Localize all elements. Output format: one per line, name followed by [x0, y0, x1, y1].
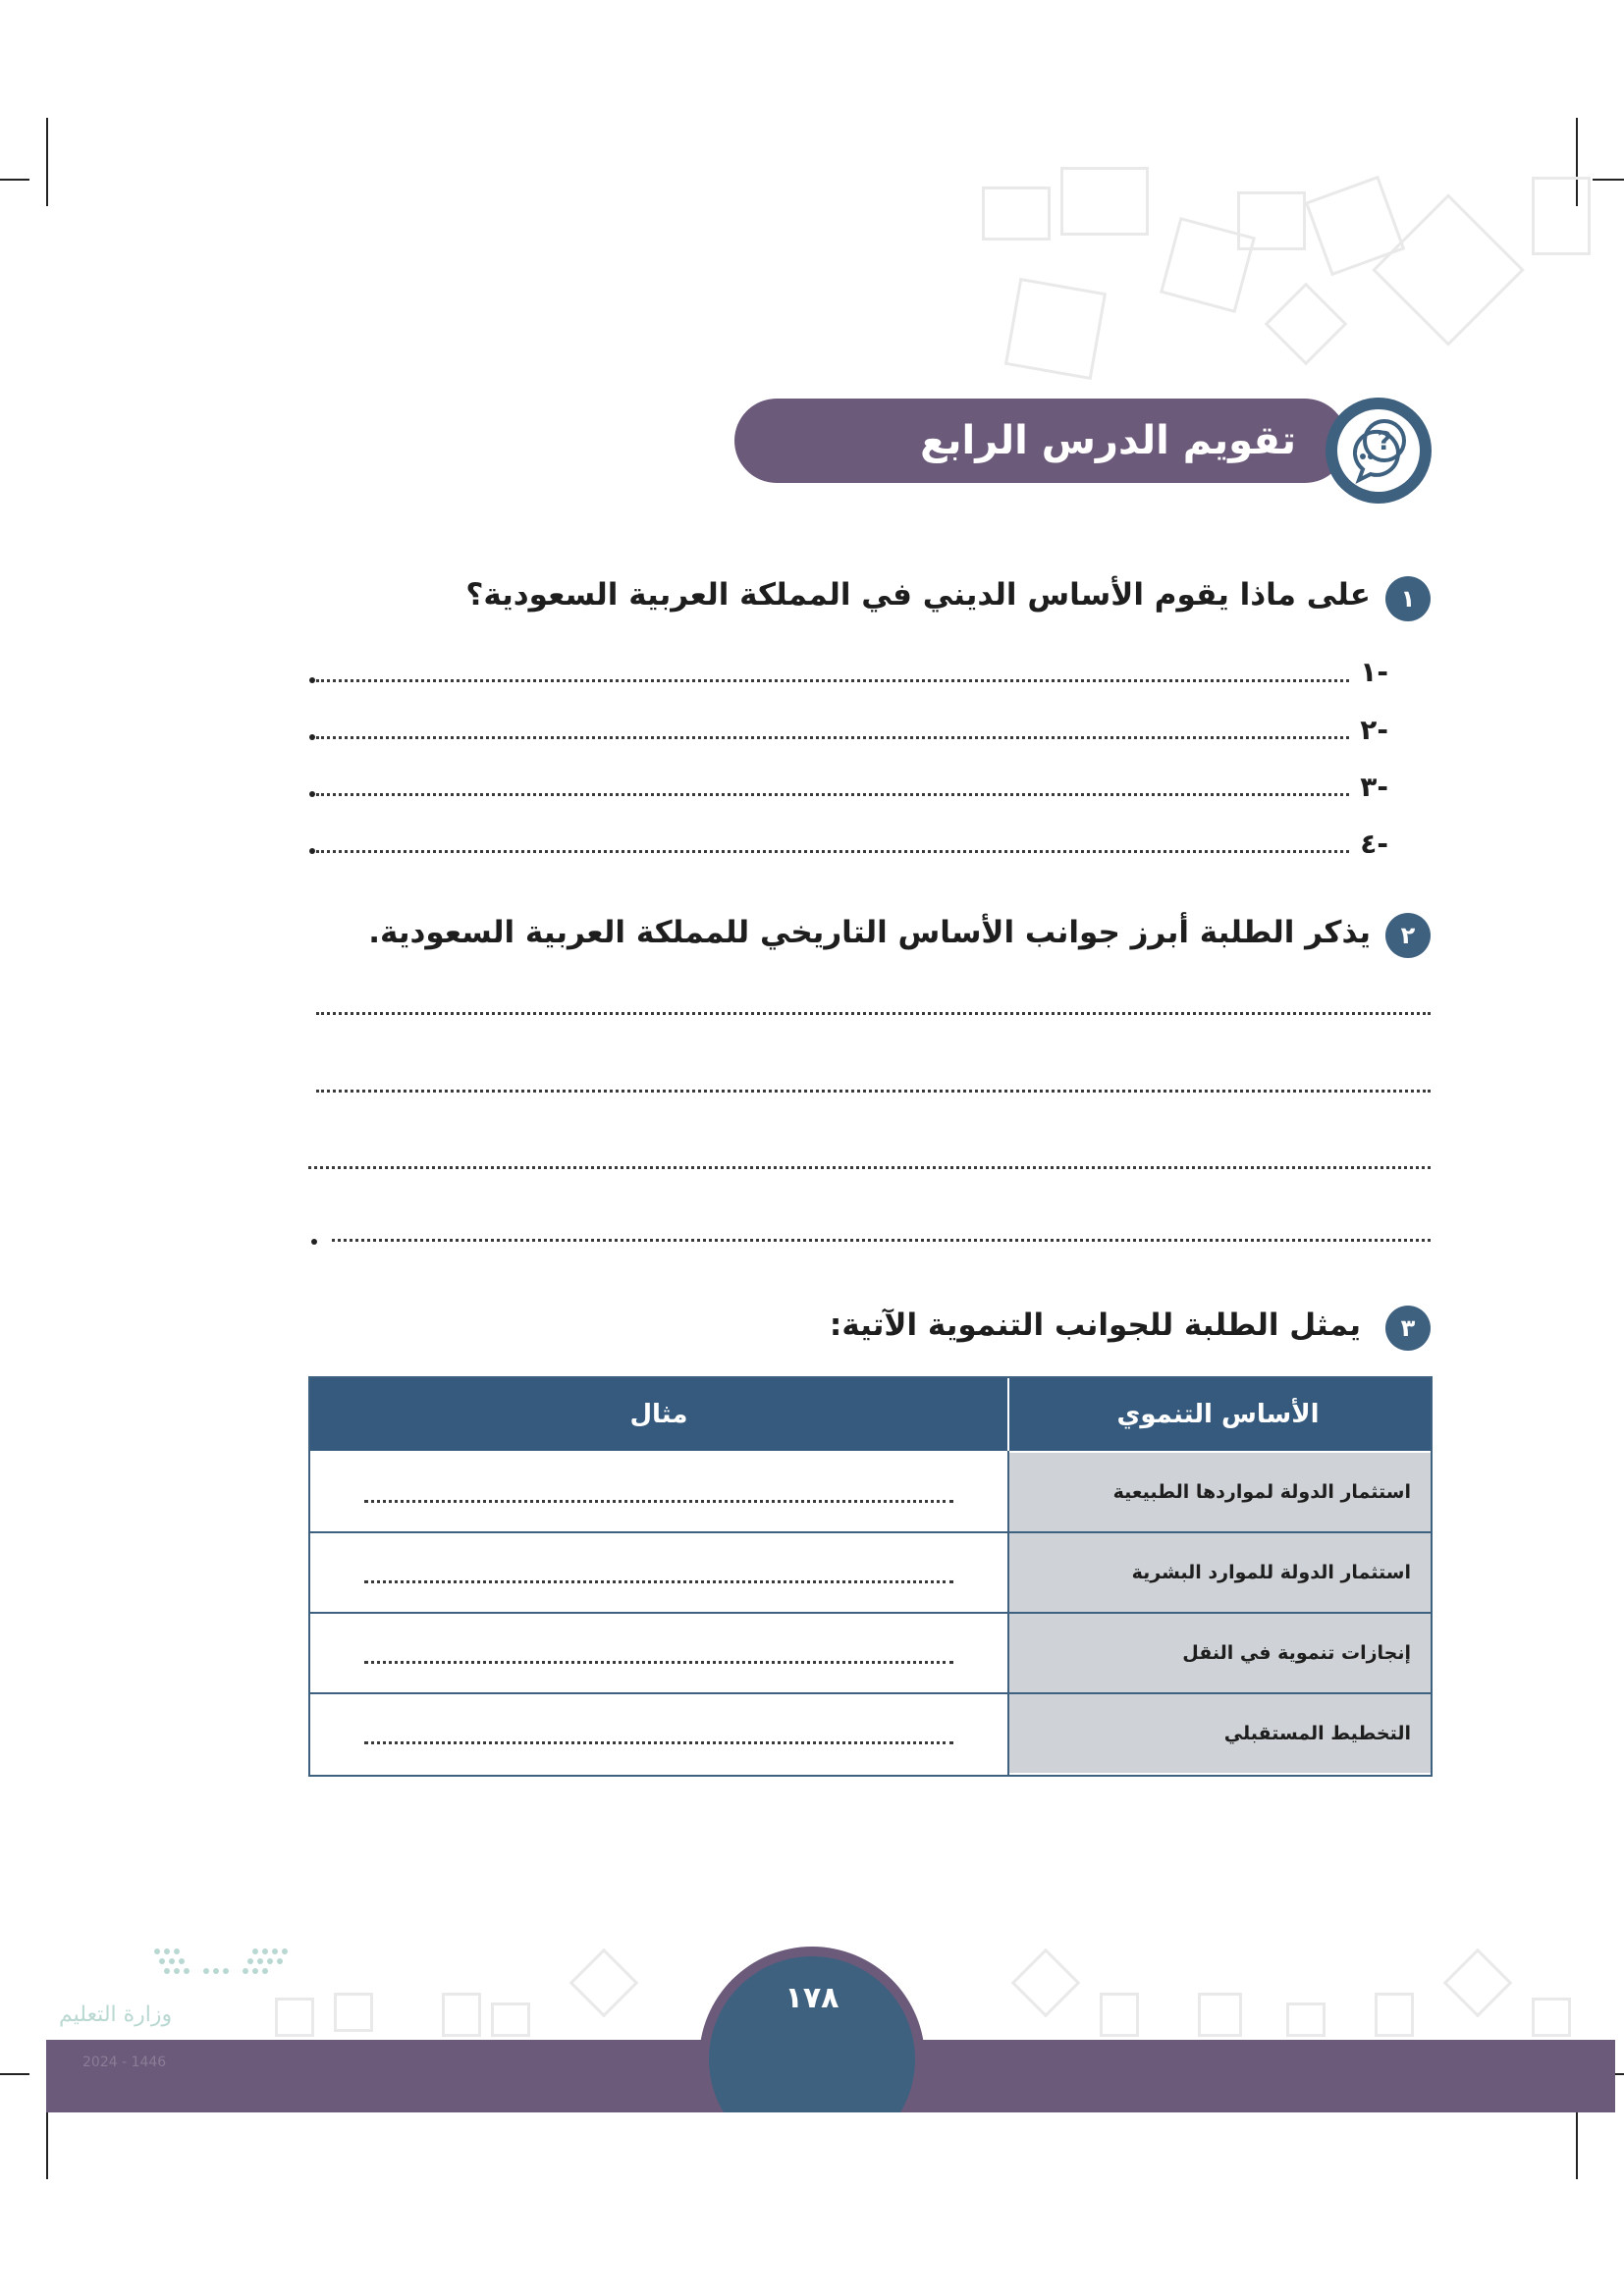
- decor-square: [334, 1993, 373, 2032]
- decor-square: [982, 187, 1051, 240]
- answer-line: [316, 793, 1349, 796]
- answer-label: -٢: [1360, 714, 1388, 746]
- decor-square: [1004, 278, 1107, 380]
- answer-end-dot: [309, 734, 315, 740]
- table-answer-cell: [310, 1533, 1009, 1612]
- decor-square: [1265, 283, 1348, 366]
- decor-square: [442, 1993, 481, 2037]
- decor-square: [275, 1998, 314, 2037]
- answer-end-dot: [311, 1239, 317, 1245]
- decor-square: [1100, 1993, 1139, 2037]
- crop-mark: [46, 118, 48, 206]
- answer-line: [332, 1239, 1431, 1242]
- decor-square: [1375, 1993, 1414, 2037]
- answer-line: [364, 1580, 953, 1583]
- decor-square: [1532, 1998, 1571, 2037]
- question-text: يذكر الطلبة أبرز جوانب الأساس التاريخي للمملكة العربية السعودية.: [368, 915, 1371, 950]
- answer-line: [316, 850, 1349, 853]
- ministry-logo-icon: [147, 1942, 295, 1991]
- table-answer-cell: [310, 1694, 1009, 1773]
- table-row-label: التخطيط المستقبلي: [1008, 1694, 1431, 1773]
- table-row-label: استثمار الدولة للموارد البشرية: [1008, 1533, 1431, 1612]
- question-text: على ماذا يقوم الأساس الديني في المملكة العربية السعودية؟: [465, 577, 1371, 613]
- ministry-name: وزارة التعليم: [59, 2002, 173, 2027]
- question-number: ١: [1385, 576, 1431, 621]
- answer-line: [316, 736, 1349, 739]
- question-text: يمثل الطلبة للجوانب التنموية الآتية:: [829, 1308, 1361, 1343]
- answer-line: [364, 1661, 953, 1664]
- decor-square: [1011, 1949, 1081, 2018]
- answer-line: [308, 1166, 1431, 1169]
- question-number: ٣: [1385, 1306, 1431, 1351]
- page-number: ١٧٨: [785, 1981, 839, 2015]
- decor-square: [1286, 2002, 1326, 2037]
- table-divider: [1007, 1378, 1009, 1451]
- answer-label: -٤: [1360, 828, 1388, 860]
- answer-end-dot: [309, 848, 315, 854]
- crop-mark: [1593, 179, 1624, 181]
- answer-line: [316, 1090, 1431, 1093]
- decor-square: [1443, 1949, 1513, 2018]
- crop-mark: [0, 2073, 29, 2075]
- footer-mask: [687, 2112, 943, 2191]
- answer-end-dot: [309, 677, 315, 683]
- decor-square: [1060, 167, 1149, 236]
- decor-square: [491, 2002, 530, 2037]
- decor-square: [1532, 177, 1591, 255]
- answer-line: [364, 1500, 953, 1503]
- answer-line: [364, 1741, 953, 1744]
- table-header-example: مثال: [310, 1378, 1007, 1451]
- development-table: [308, 1376, 1433, 1777]
- question-number: ٢: [1385, 913, 1431, 958]
- answer-line: [316, 1012, 1431, 1015]
- crop-mark: [0, 179, 29, 181]
- table-divider: [1007, 1451, 1009, 1775]
- table-answer-cell: [310, 1453, 1009, 1531]
- svg-text:?: ?: [1377, 427, 1392, 456]
- answer-line: [316, 679, 1349, 682]
- title-badge: [1326, 398, 1432, 504]
- decor-square: [1372, 193, 1525, 347]
- table-header-basis: الأساس التنموي: [1005, 1378, 1431, 1451]
- table-answer-cell: [310, 1614, 1009, 1692]
- decor-square: [1198, 1993, 1242, 2037]
- edition-year: 2024 - 1446: [82, 2055, 167, 2070]
- table-row-label: استثمار الدولة لمواردها الطبيعية: [1008, 1453, 1431, 1531]
- answer-label: -١: [1360, 656, 1388, 688]
- decor-square: [569, 1949, 639, 2018]
- page-title: تقويم الدرس الرابع والعشرين: [920, 418, 1296, 548]
- answer-end-dot: [309, 791, 315, 797]
- question-chat-icon: [1337, 409, 1420, 492]
- decor-square: [1237, 191, 1306, 250]
- answer-label: -٣: [1360, 771, 1388, 803]
- table-row-label: إنجازات تنموية في النقل: [1008, 1614, 1431, 1692]
